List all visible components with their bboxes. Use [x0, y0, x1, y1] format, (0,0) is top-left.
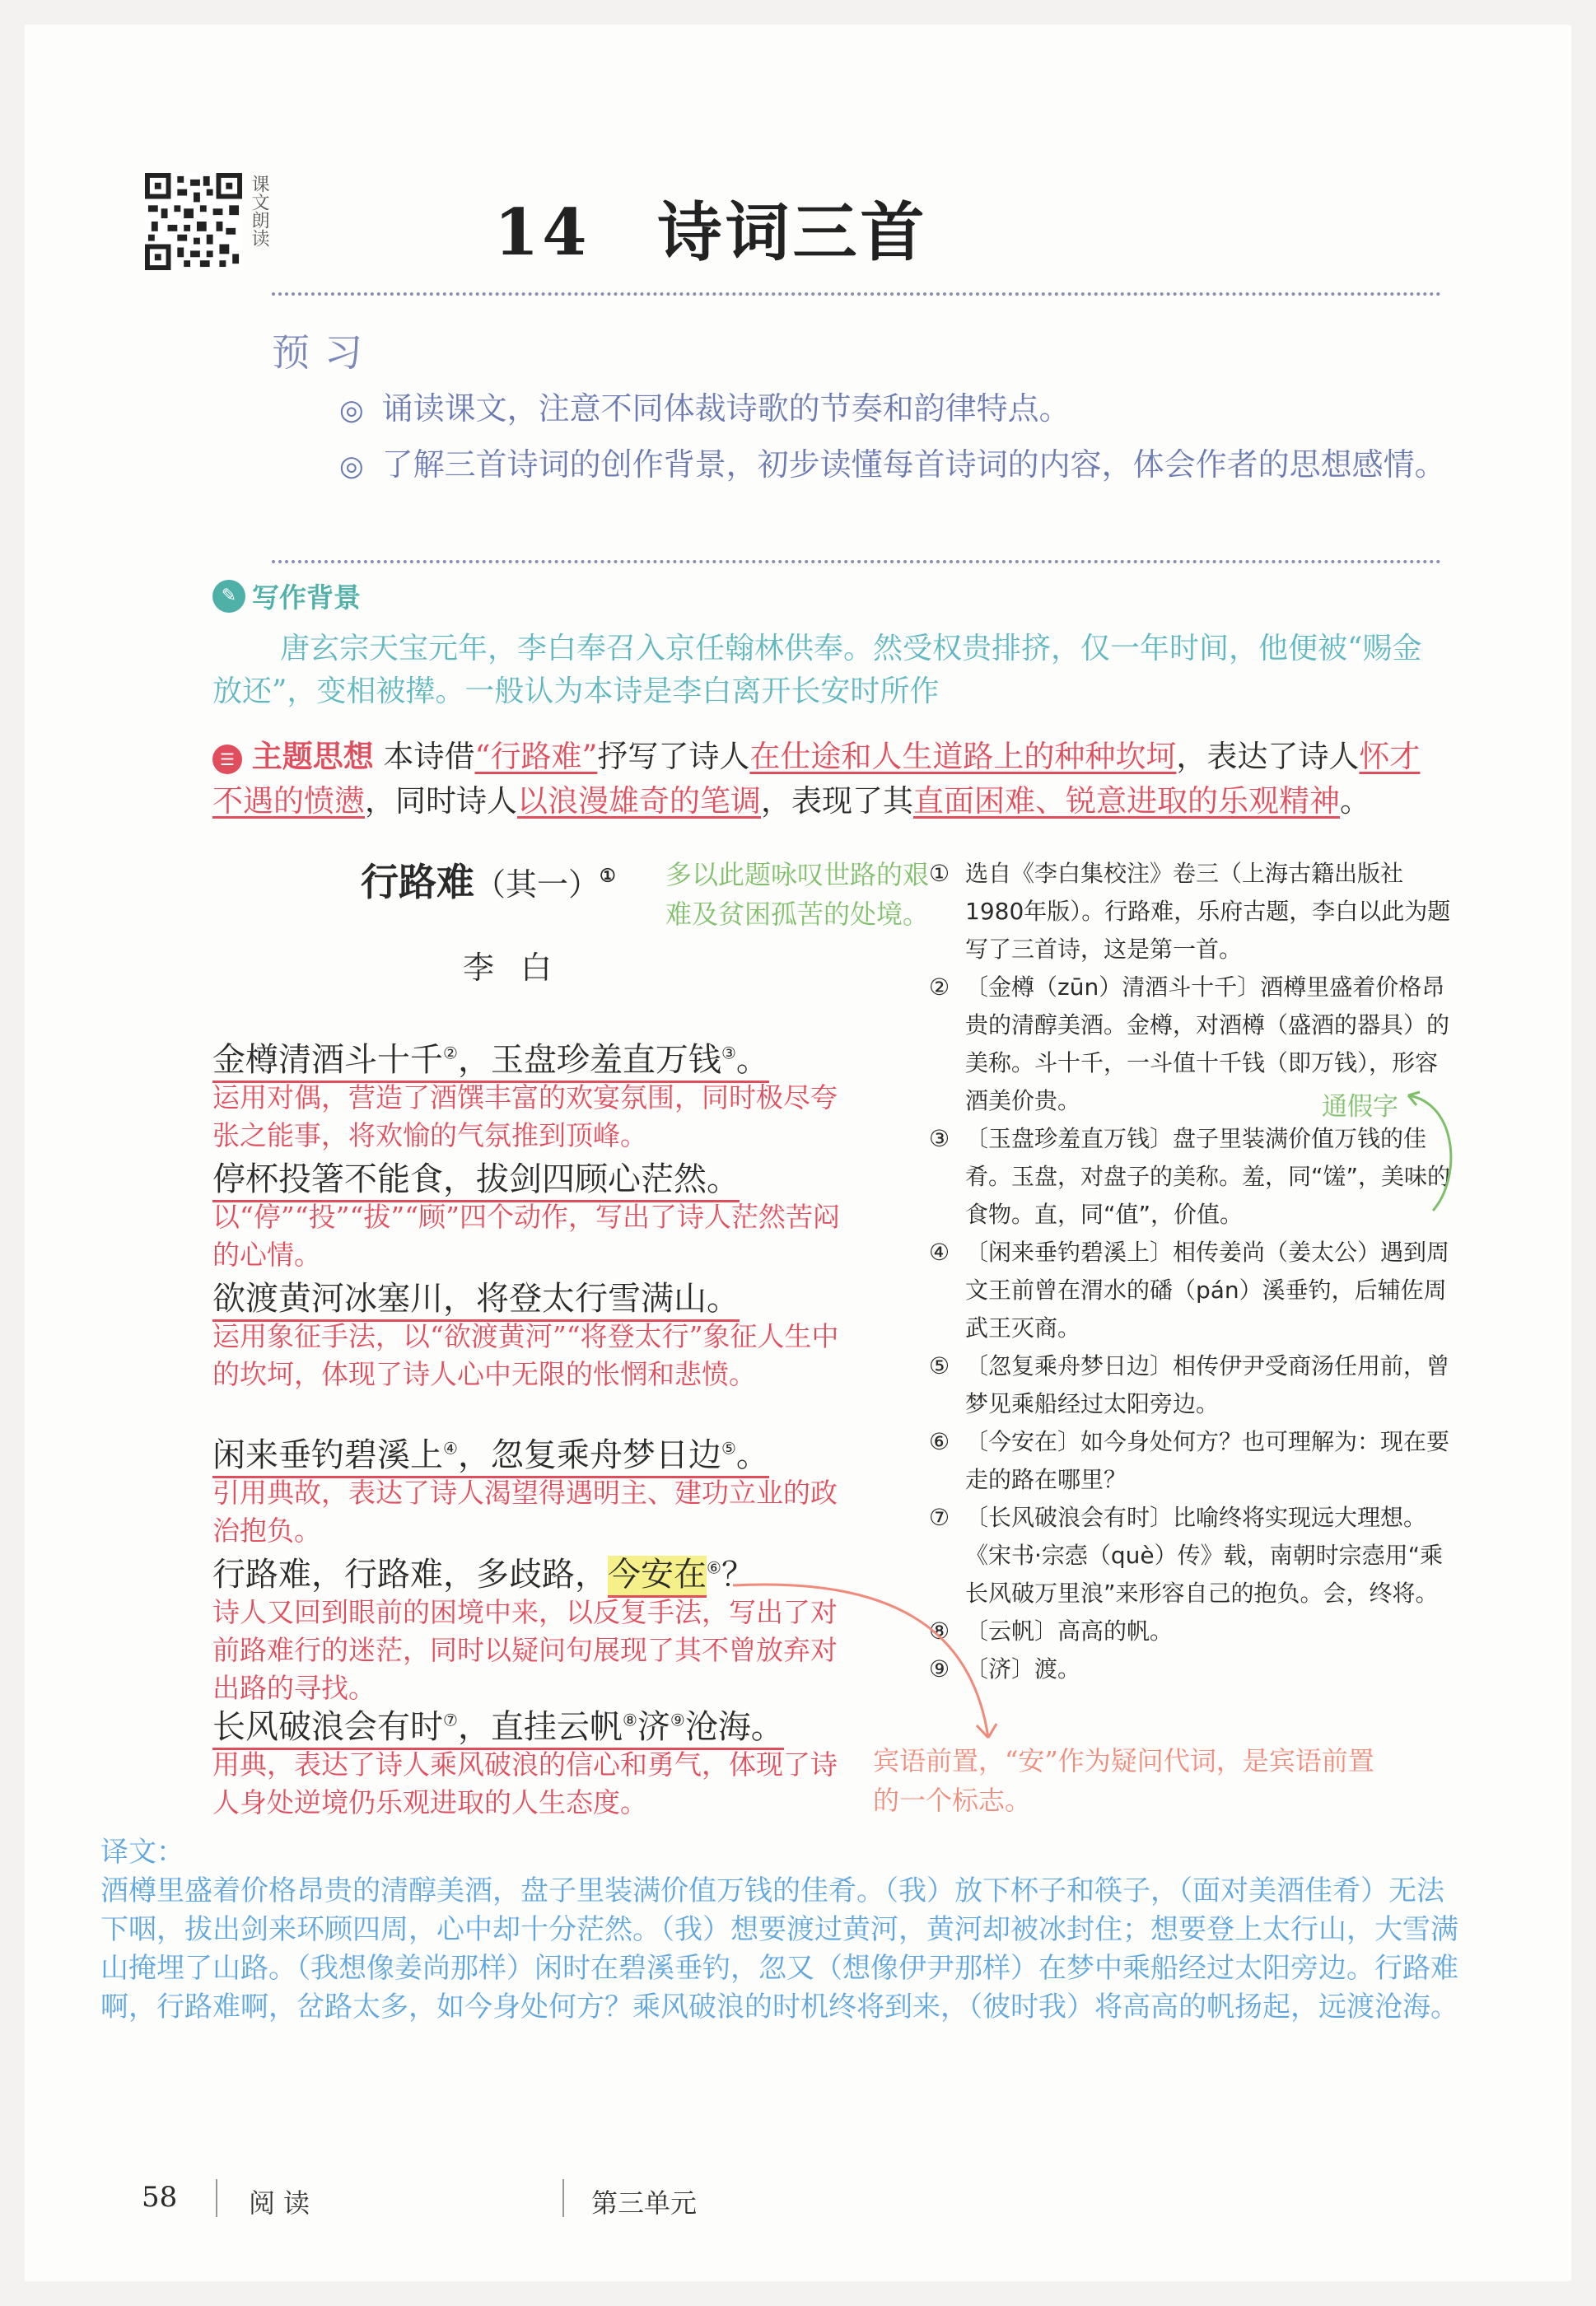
page-title: 14 诗词三首 — [494, 195, 928, 270]
background-text: 唐玄宗天宝元年，李白奉召入京任翰林供奉。然受权贵排挤，仅一年时间，他便被“赐金放还”，变相被撵。一般认为本诗是李白离开长安时所作 — [212, 632, 1422, 708]
dotted-divider — [272, 560, 1441, 563]
note-item: ① 选自《李白集校注》卷三（上海古籍出版社1980年版）。行路难，乐府古题，李白以此为题写了三首诗，这是第一首。 — [929, 860, 1451, 963]
note-item: ② 〔金樽（zūn）清酒斗十千〕酒樽里盛着价格昂贵的清醇美酒。金樽，对酒樽（盛酒的器具）的美称。斗十千，一斗值十千钱（即万钱），形容酒美价贵。 — [929, 973, 1450, 1114]
list-icon: ☰ — [212, 745, 242, 774]
poem-comment-4: 引用典故，表达了诗人渴望得遇明主、建功立业的政治抱负。 — [212, 1477, 838, 1547]
poem-line-1: 金樽清酒斗十千②，玉盘珍羞直万钱③。 — [212, 1034, 769, 1081]
footer-divider — [562, 2179, 564, 2217]
note-item: ④ 〔闲来垂钓碧溪上〕相传姜尚（姜太公）遇到周文王前曾在渭水的磻（pán）溪垂钓，后辅佐周武王灭商。 — [929, 1239, 1450, 1342]
poem-comment-2: 以“停”“投”“拔”“顾”四个动作，写出了诗人茫然苦闷的心情。 — [212, 1201, 840, 1271]
red-arrow-icon — [725, 1569, 1005, 1750]
poem-comment-5: 诗人又回到眼前的困境中来，以反复手法，写出了对前路难行的迷茫，同时以疑问句展现了其不曾放弃对出路的寻找。 — [212, 1596, 838, 1704]
preview-heading: 预习 — [272, 330, 377, 375]
note-item: ⑥ 〔今安在〕如今身处何方？也可理解为：现在要走的路在哪里？ — [929, 1428, 1450, 1493]
background-heading: ✎ 写作背景 — [212, 576, 361, 615]
note-item: ⑧ 〔云帆〕高高的帆。 — [929, 1617, 1174, 1645]
translation — [100, 1833, 1468, 2027]
footer-divider — [216, 2179, 217, 2217]
highlighted-phrase: 今安在 — [608, 1556, 707, 1598]
poem-comment-6: 用典，表达了诗人乘风破浪的信心和勇气，体现了诗人身处逆境仍乐观进取的人生态度。 — [212, 1748, 838, 1818]
poem-line-2: 停杯投箸不能食，拔剑四顾心茫然。 — [212, 1153, 740, 1200]
poem-line-5: 行路难，行路难，多歧路，今安在⑥？ — [212, 1548, 754, 1595]
poem-author: 李白 — [463, 950, 579, 986]
dotted-divider — [272, 292, 1441, 296]
bullet-icon: ◎ — [339, 450, 364, 483]
poem-line-4: 闲来垂钓碧溪上④，忽复乘舟梦日边⑤。 — [212, 1429, 769, 1476]
page-number: 58 — [142, 2181, 178, 2214]
translation-text: 酒樽里盛着价格昂贵的清醇美酒，盘子里装满价值万钱的佳肴。（我）放下杯子和筷子，（面对美酒佳肴）无法下咽，拔出剑来环顾四周，心中却十分茫然。（我）想要渡过黄河，黄河却被冰封住；想要登上太行山，大雪满山掩埋了山路。（我想像姜尚那样）闲时在碧溪垂钓，忽又（想像伊尹那样）在梦中乘船经过太阳旁边。行路难啊，行路难啊，岔路太多，如今身处何方？乘风破浪的时机终将到来，（彼时我）将高高的帆扬起，远渡沧海。 — [100, 1874, 1458, 2024]
notes-column — [929, 855, 1456, 1688]
title-annotation: 多以此题咏叹世路的艰难及贫困孤苦的处境。 — [665, 859, 930, 930]
tongjia-annotation: 通假字 — [1322, 1092, 1398, 1122]
bullet-icon: ◎ — [339, 394, 364, 427]
note-item: ⑨ 〔济〕渡。 — [929, 1655, 1081, 1683]
qr-label: 课文朗读 — [249, 175, 269, 247]
poem-title: 行路难（其一）① — [361, 860, 616, 904]
qr-code-icon[interactable] — [144, 173, 243, 270]
poem-comment-1: 运用对偶，营造了酒馔丰富的欢宴氛围，同时极尽夸张之能事，将欢愉的气氛推到顶峰。 — [212, 1081, 838, 1151]
note-item: ⑤ 〔忽复乘舟梦日边〕相传伊尹受商汤任用前，曾梦见乘船经过太阳旁边。 — [929, 1352, 1450, 1417]
footer-section: 阅读 — [249, 2187, 319, 2219]
translation-label: 译文： — [100, 1836, 184, 1869]
poem-line-3: 欲渡黄河冰塞川，将登太行雪满山。 — [212, 1272, 740, 1319]
binyu-annotation: 宾语前置，“安”作为疑问代词，是宾语前置的一个标志。 — [873, 1745, 1374, 1816]
poem-line-6: 长风破浪会有时⑦，直挂云帆⑧济⑨沧海。 — [212, 1701, 784, 1748]
pen-icon: ✎ — [212, 580, 245, 613]
poem-comment-3: 运用象征手法，以“欲渡黄河”“将登太行”象征人生中的坎坷，体现了诗人心中无限的怅惘和悲愤。 — [212, 1320, 839, 1390]
theme-paragraph: ☰ 主题思想 本诗借“行路难”抒写了诗人在仕途和人生道路上的种种坎坷，表达了诗人怀才不遇的愤懑，同时诗人以浪漫雄奇的笔调，表现了其直面困难、锐意进取的乐观精神。 — [212, 739, 1421, 819]
green-arrow-icon — [1400, 1087, 1466, 1219]
preview-item-1: ◎ 诵读课文，注意不同体裁诗歌的节奏和韵律特点。 — [339, 390, 1071, 427]
note-item: ⑦ 〔长风破浪会有时〕比喻终将实现远大理想。《宋书·宗悫（què）传》载，南朝时宗悫用“乘长风破万里浪”来形容自己的抱负。会，终将。 — [929, 1504, 1444, 1607]
preview-item-2: ◎ 了解三首诗词的创作背景，初步读懂每首诗词的内容，体会作者的思想感情。 — [339, 446, 1446, 483]
note-item: ③ 〔玉盘珍羞直万钱〕盘子里装满价值万钱的佳肴。玉盘，对盘子的美称。羞，同“馐”，美味的食物。直，同“值”，价值。 — [929, 1125, 1451, 1228]
footer-unit: 第三单元 — [591, 2187, 698, 2219]
theme-heading: 主题思想 — [251, 739, 374, 774]
